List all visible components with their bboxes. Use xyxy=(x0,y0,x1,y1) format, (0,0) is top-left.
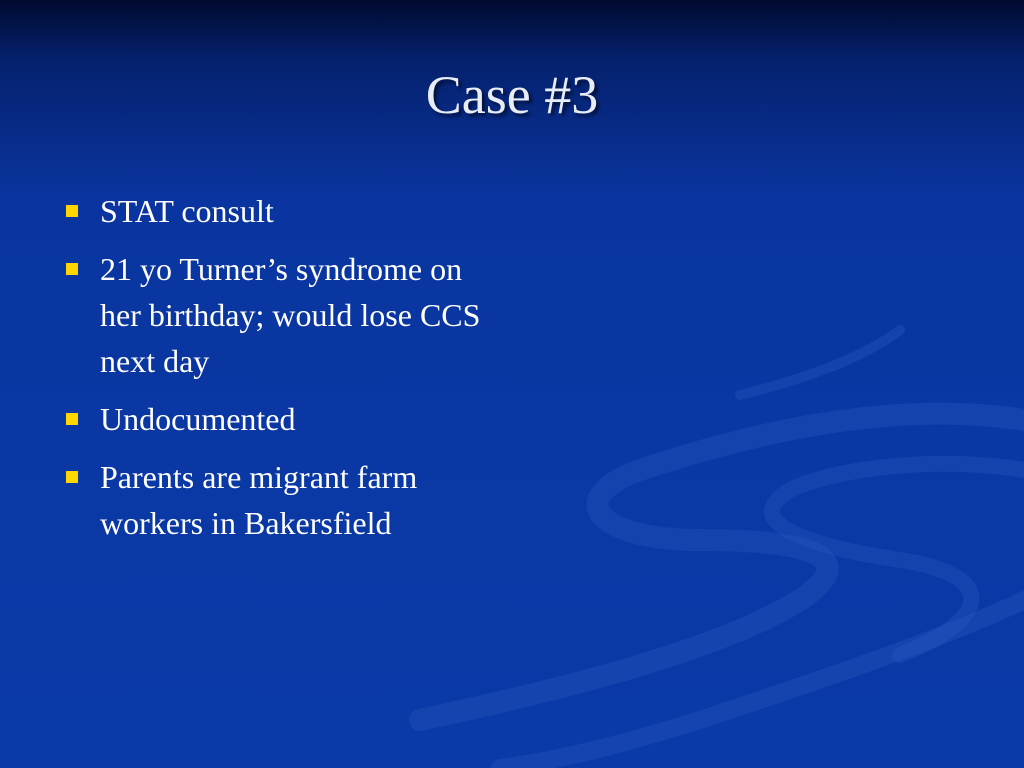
square-bullet-icon xyxy=(66,263,78,275)
square-bullet-icon xyxy=(66,413,78,425)
square-bullet-icon xyxy=(66,471,78,483)
list-item xyxy=(64,246,504,384)
list-item xyxy=(64,188,504,234)
square-bullet-icon xyxy=(66,205,78,217)
slide-title: Case #3 xyxy=(425,65,599,125)
bullet-text: Parents are migrant farm workers in Bakersfield xyxy=(100,459,418,541)
bullet-text: 21 yo Turner’s syndrome on her birthday; would lose CCS next day xyxy=(100,251,481,379)
bullet-text: STAT consult xyxy=(100,193,274,229)
bullet-list xyxy=(64,188,504,558)
list-item xyxy=(64,396,504,442)
bullet-text: Undocumented xyxy=(100,401,296,437)
list-item xyxy=(64,454,504,546)
